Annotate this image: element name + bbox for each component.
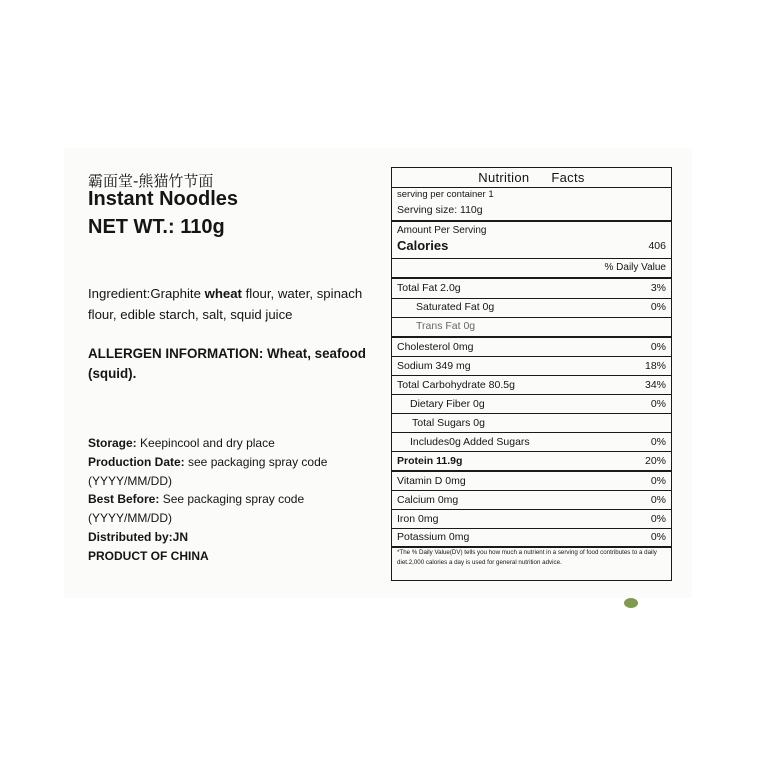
storage-label: Storage: [88, 436, 137, 450]
nutrient-row-protein [392, 452, 671, 471]
daily-value-header [392, 259, 671, 276]
potassium-label: Potassium 0mg [397, 531, 470, 543]
vitamin-d-label: Vitamin D 0mg [397, 475, 466, 487]
green-speck [624, 598, 638, 608]
ingredients-text [88, 283, 373, 325]
calcium-label: Calcium 0mg [397, 494, 459, 506]
nutrient-row-iron [392, 510, 671, 529]
dietary-fiber-label: Dietary Fiber 0g [410, 398, 485, 410]
distributor: Distributed by:JN [88, 529, 189, 544]
product-title: Instant Noodles [88, 188, 239, 210]
daily-value-label: % Daily Value [604, 262, 666, 273]
saturated-fat-dv: 0% [650, 301, 666, 313]
calories-row [392, 237, 671, 255]
calories-label: Calories [397, 238, 449, 253]
nutrient-row-sodium [392, 357, 671, 376]
nutrition-heading-left: Nutrition [478, 170, 530, 185]
cholesterol-dv: 0% [650, 341, 666, 353]
vitamin-d-dv: 0% [650, 475, 666, 487]
saturated-fat-label: Saturated Fat 0g [416, 301, 495, 313]
sodium-label: Sodium 349 mg [397, 360, 471, 372]
nutrient-row-total-fat [392, 279, 671, 298]
total-fat-label: Total Fat 2.0g [397, 282, 461, 294]
production-date-label: Production Date: [88, 454, 185, 469]
total-carbohydrate-label: Total Carbohydrate 80.5g [397, 379, 515, 391]
nutrient-row-trans-fat [392, 317, 671, 336]
storage-line [88, 434, 373, 453]
country-of-origin: PRODUCT OF CHINA [88, 548, 209, 563]
nutrient-row-cholesterol [392, 338, 671, 357]
trans-fat-label: Trans Fat 0g [416, 320, 476, 332]
total-fat-dv: 3% [650, 282, 666, 294]
servings-per-container: serving per container 1 [397, 189, 494, 200]
allergen-information: ALLERGEN INFORMATION: Wheat, seafood (squid). [88, 346, 366, 381]
best-before-value: See packaging spray code (YYYY/MM/DD) [88, 492, 305, 526]
nutrient-row-added-sugars [392, 433, 671, 452]
nutrient-row-potassium [392, 528, 671, 547]
nutrient-row-dietary-fiber [392, 395, 671, 414]
product-chinese-name: 霸面堂-熊猫竹节面 [88, 172, 214, 190]
nutrient-row-calcium [392, 491, 671, 510]
ingredients-label: Ingredient: [88, 286, 151, 301]
ingredients-text-before: Graphite [150, 286, 205, 301]
nutrition-facts-panel [391, 167, 672, 581]
ingredients-bold-word: wheat [204, 286, 242, 301]
calcium-dv: 0% [650, 494, 666, 506]
iron-label: Iron 0mg [397, 513, 439, 525]
serving-size: Serving size: 110g [397, 204, 483, 216]
dietary-fiber-dv: 0% [650, 398, 666, 410]
production-date-value: see packaging spray code (YYYY/MM/DD) [88, 454, 328, 488]
best-before-label: Best Before: [88, 492, 160, 507]
nutrient-row-vitamin-d [392, 472, 671, 491]
net-weight: NET WT.: 110g [88, 216, 225, 238]
potassium-dv: 0% [650, 531, 666, 543]
nutrient-row-saturated-fat [392, 298, 671, 317]
total-carbohydrate-dv: 34% [644, 379, 666, 391]
amount-per-serving: Amount Per Serving [397, 225, 487, 236]
cholesterol-label: Cholesterol 0mg [397, 341, 474, 353]
nutrition-facts-heading [392, 168, 671, 187]
nutrition-heading-right: Facts [551, 170, 585, 185]
best-before-line [88, 490, 373, 528]
ingredients-text-after: flour, water, spinach flour, edible starch, salt, squid juice [88, 286, 363, 322]
iron-dv: 0% [650, 513, 666, 525]
nutrient-row-total-sugars [392, 414, 671, 433]
nutrient-row-total-carbohydrate [392, 376, 671, 395]
protein-label: Protein 11.9g [397, 455, 463, 467]
daily-value-footnote: *The % Daily Value(DV) tells you how much a nutrient in a serving of food contributes to a daily diet.2,000 calories a day is used for general nutrition advice. [397, 549, 657, 566]
storage-value: Keepincool and dry place [136, 436, 275, 450]
added-sugars-dv: 0% [650, 436, 666, 448]
sodium-dv: 18% [644, 360, 666, 372]
added-sugars-label: Includes0g Added Sugars [410, 436, 530, 448]
production-date-line [88, 453, 373, 491]
total-sugars-label: Total Sugars 0g [412, 417, 485, 429]
protein-dv: 20% [644, 455, 666, 467]
calories-value: 406 [648, 240, 666, 252]
storage-and-dates [88, 434, 373, 566]
